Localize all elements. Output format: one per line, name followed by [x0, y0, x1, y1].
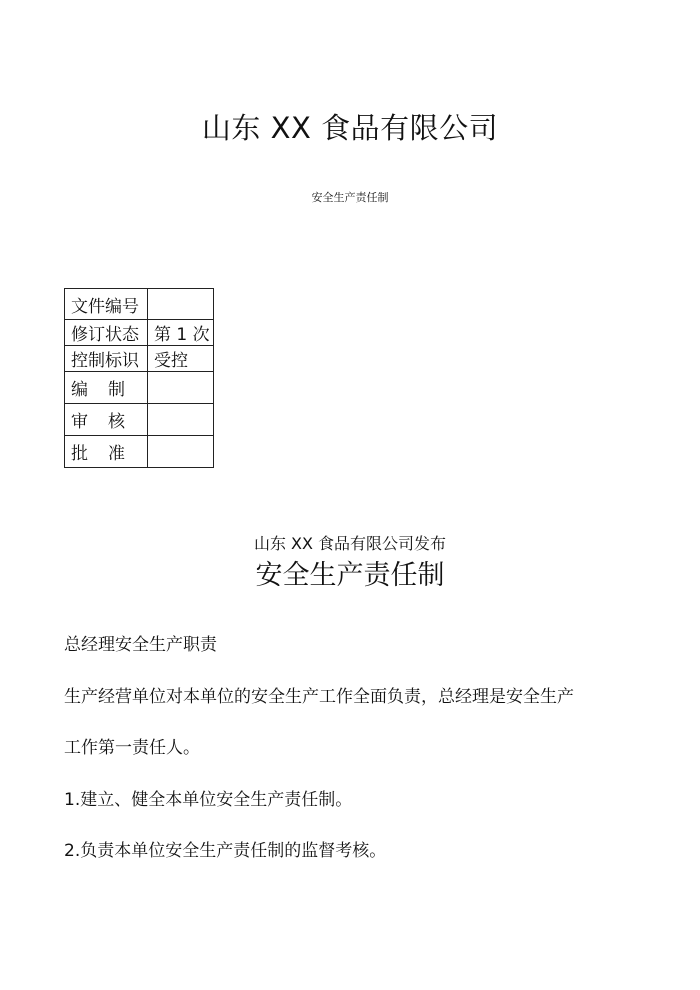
paragraph-line-2: 工作第一责任人。 [64, 738, 200, 758]
document-subtitle: 安全生产责任制 [311, 191, 389, 204]
list-item: 1.建立、健全本单位安全生产责任制。 [64, 790, 353, 810]
reviewed-by-value [148, 404, 214, 436]
approved-by-label: 批准 [65, 436, 148, 468]
company-title: 山东 XX 食品有限公司 [201, 111, 499, 145]
section-title: 总经理安全生产职责 [64, 635, 217, 655]
revision-status-value: 第 1 次 [148, 320, 214, 346]
prepared-by-label: 编制 [65, 372, 148, 404]
publisher-line: 山东 XX 食品有限公司发布 [253, 534, 447, 553]
table-row [65, 346, 214, 372]
list-item: 2.负责本单位安全生产责任制的监督考核。 [64, 841, 387, 861]
prepared-by-value [148, 372, 214, 404]
table-row [65, 436, 214, 468]
control-mark-label: 控制标识 [65, 346, 148, 372]
file-number-value [148, 289, 214, 320]
document-info-table [64, 288, 214, 468]
table-row [65, 372, 214, 404]
table-row [65, 289, 214, 320]
control-mark-value: 受控 [148, 346, 214, 372]
approved-by-value [148, 436, 214, 468]
revision-status-label: 修订状态 [65, 320, 148, 346]
file-number-label: 文件编号 [65, 289, 148, 320]
table-row [65, 320, 214, 346]
table-row [65, 404, 214, 436]
document-heading: 安全生产责任制 [255, 560, 445, 591]
reviewed-by-label: 审核 [65, 404, 148, 436]
paragraph-line-1: 生产经营单位对本单位的安全生产工作全面负责，总经理是安全生产 [64, 687, 574, 707]
